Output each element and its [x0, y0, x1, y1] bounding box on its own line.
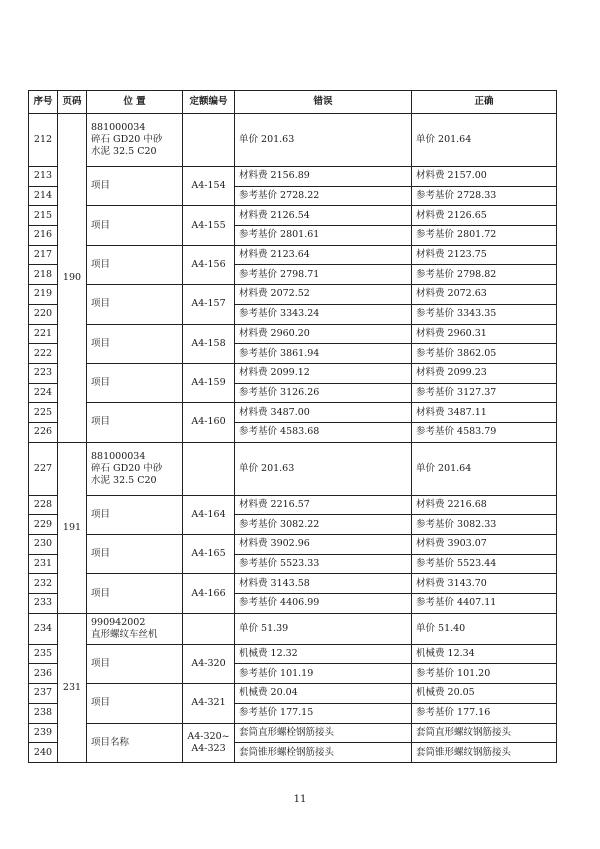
wrong-cell: 参考基价 2728.22	[235, 186, 412, 206]
header-page: 页码	[58, 91, 87, 114]
correct-cell: 单价 201.64	[412, 442, 557, 495]
material-line: 881000034	[91, 450, 146, 462]
correct-cell: 套筒锥形螺纹钢筋接头	[412, 743, 557, 763]
position-cell	[87, 114, 183, 167]
correct-cell: 材料费 2123.75	[412, 245, 557, 265]
material-line: 990942002	[91, 616, 146, 628]
header-position: 位 置	[87, 91, 183, 114]
material-line: 直形螺纹车丝机	[91, 628, 158, 640]
seq-cell: 215	[29, 206, 58, 226]
correct-cell: 单价 201.64	[412, 114, 557, 167]
wrong-cell: 套筒锥形螺栓钢筋接头	[235, 743, 412, 763]
correct-cell: 材料费 3903.07	[412, 535, 557, 555]
correct-cell: 机械费 12.34	[412, 644, 557, 664]
code-cell: A4-320~ A4-323	[183, 723, 235, 762]
wrong-cell: 材料费 3902.96	[235, 535, 412, 555]
errata-table	[28, 90, 557, 763]
seq-cell: 234	[29, 613, 58, 644]
code-cell: A4-321	[183, 684, 235, 723]
seq-cell: 216	[29, 226, 58, 246]
page-cell: 231	[58, 613, 87, 762]
wrong-cell: 参考基价 177.15	[235, 703, 412, 723]
wrong-cell: 单价 201.63	[235, 442, 412, 495]
wrong-cell: 参考基价 3861.94	[235, 344, 412, 364]
correct-cell: 材料费 3143.70	[412, 574, 557, 594]
code-cell: A4-164	[183, 495, 235, 534]
table-row	[29, 285, 557, 305]
wrong-cell: 材料费 3487.00	[235, 403, 412, 423]
correct-cell: 参考基价 3862.05	[412, 344, 557, 364]
code-cell: A4-320	[183, 644, 235, 683]
code-cell: A4-157	[183, 285, 235, 324]
table-row	[29, 167, 557, 187]
seq-cell: 217	[29, 245, 58, 265]
correct-cell: 参考基价 2798.82	[412, 265, 557, 285]
wrong-cell: 材料费 3143.58	[235, 574, 412, 594]
correct-cell: 参考基价 4583.79	[412, 422, 557, 442]
wrong-cell: 材料费 2123.64	[235, 245, 412, 265]
correct-cell: 参考基价 5523.44	[412, 554, 557, 574]
wrong-cell: 机械费 20.04	[235, 684, 412, 704]
table-row	[29, 495, 557, 515]
position-cell: 项目	[87, 206, 183, 245]
seq-cell: 225	[29, 403, 58, 423]
wrong-cell: 材料费 2960.20	[235, 324, 412, 344]
page-cell: 190	[58, 114, 87, 443]
correct-cell: 材料费 2099.23	[412, 363, 557, 383]
wrong-cell: 单价 201.63	[235, 114, 412, 167]
seq-cell: 233	[29, 594, 58, 614]
wrong-cell: 参考基价 2798.71	[235, 265, 412, 285]
header-code: 定额编号	[183, 91, 235, 114]
position-cell: 项目	[87, 495, 183, 534]
position-cell: 项目	[87, 363, 183, 402]
wrong-cell: 材料费 2126.54	[235, 206, 412, 226]
material-line: 881000034	[91, 122, 146, 133]
seq-cell: 237	[29, 684, 58, 704]
code-cell: A4-156	[183, 245, 235, 284]
correct-cell: 材料费 2157.00	[412, 167, 557, 187]
code-cell	[183, 114, 235, 167]
position-cell: 项目	[87, 285, 183, 324]
wrong-cell: 参考基价 101.19	[235, 664, 412, 684]
position-cell	[87, 613, 183, 644]
seq-cell: 220	[29, 304, 58, 324]
position-cell: 项目	[87, 574, 183, 613]
correct-cell: 机械费 20.05	[412, 684, 557, 704]
wrong-cell: 单价 51.39	[235, 613, 412, 644]
wrong-cell: 材料费 2099.12	[235, 363, 412, 383]
wrong-cell: 参考基价 4406.99	[235, 594, 412, 614]
table-row	[29, 574, 557, 594]
wrong-cell: 参考基价 2801.61	[235, 226, 412, 246]
position-cell: 项目名称	[87, 723, 183, 762]
wrong-cell: 参考基价 4583.68	[235, 422, 412, 442]
code-cell: A4-166	[183, 574, 235, 613]
wrong-cell: 材料费 2156.89	[235, 167, 412, 187]
seq-cell: 212	[29, 114, 58, 167]
material-line: 碎石 GD20 中砂	[91, 462, 163, 474]
page-number: 11	[293, 794, 307, 805]
code-cell: A4-155	[183, 206, 235, 245]
correct-cell: 材料费 3487.11	[412, 403, 557, 423]
seq-cell: 218	[29, 265, 58, 285]
wrong-cell: 参考基价 5523.33	[235, 554, 412, 574]
seq-cell: 227	[29, 442, 58, 495]
seq-cell: 240	[29, 743, 58, 763]
wrong-cell: 材料费 2072.52	[235, 285, 412, 305]
correct-cell: 材料费 2072.63	[412, 285, 557, 305]
correct-cell: 套筒直形螺纹钢筋接头	[412, 723, 557, 743]
position-cell: 项目	[87, 535, 183, 574]
position-cell: 项目	[87, 684, 183, 723]
correct-cell: 参考基价 4407.11	[412, 594, 557, 614]
correct-cell: 材料费 2126.65	[412, 206, 557, 226]
table-row	[29, 324, 557, 344]
wrong-cell: 套筒直形螺栓钢筋接头	[235, 723, 412, 743]
code-cell: A4-158	[183, 324, 235, 363]
table-row	[29, 206, 557, 226]
correct-cell: 参考基价 3343.35	[412, 304, 557, 324]
table-row	[29, 363, 557, 383]
wrong-cell: 参考基价 3343.24	[235, 304, 412, 324]
material-line: 水泥 32.5 C20	[91, 474, 157, 486]
correct-cell: 材料费 2216.68	[412, 495, 557, 515]
table-row	[29, 442, 557, 495]
page-cell: 191	[58, 442, 87, 613]
position-cell: 项目	[87, 245, 183, 284]
table-row	[29, 245, 557, 265]
seq-cell: 230	[29, 535, 58, 555]
position-cell: 项目	[87, 167, 183, 206]
table-row	[29, 723, 557, 743]
wrong-cell: 材料费 2216.57	[235, 495, 412, 515]
correct-cell: 单价 51.40	[412, 613, 557, 644]
position-cell: 项目	[87, 644, 183, 683]
seq-cell: 214	[29, 186, 58, 206]
seq-cell: 219	[29, 285, 58, 305]
code-cell	[183, 442, 235, 495]
table-row	[29, 535, 557, 555]
seq-cell: 226	[29, 422, 58, 442]
code-cell: A4-159	[183, 363, 235, 402]
seq-cell: 232	[29, 574, 58, 594]
table-row	[29, 644, 557, 664]
seq-cell: 235	[29, 644, 58, 664]
code-cell: A4-154	[183, 167, 235, 206]
correct-cell: 材料费 2960.31	[412, 324, 557, 344]
header-row	[29, 91, 557, 114]
position-cell: 项目	[87, 324, 183, 363]
code-cell: A4-165	[183, 535, 235, 574]
table-row	[29, 403, 557, 423]
wrong-cell: 参考基价 3082.22	[235, 515, 412, 535]
table-row	[29, 114, 557, 167]
code-cell	[183, 613, 235, 644]
seq-cell: 224	[29, 383, 58, 403]
material-line: 水泥 32.5 C20	[91, 146, 157, 157]
seq-cell: 229	[29, 515, 58, 535]
header-seq: 序号	[29, 91, 58, 114]
seq-cell: 228	[29, 495, 58, 515]
errata-body	[29, 114, 557, 763]
table-row	[29, 613, 557, 644]
correct-cell: 参考基价 2801.72	[412, 226, 557, 246]
seq-cell: 238	[29, 703, 58, 723]
position-cell	[87, 442, 183, 495]
code-cell: A4-160	[183, 403, 235, 442]
correct-cell: 参考基价 177.16	[412, 703, 557, 723]
correct-cell: 参考基价 3127.37	[412, 383, 557, 403]
correct-cell: 参考基价 101.20	[412, 664, 557, 684]
seq-cell: 236	[29, 664, 58, 684]
seq-cell: 231	[29, 554, 58, 574]
table-row	[29, 684, 557, 704]
position-cell: 项目	[87, 403, 183, 442]
wrong-cell: 机械费 12.32	[235, 644, 412, 664]
header-correct: 正确	[412, 91, 557, 114]
correct-cell: 参考基价 3082.33	[412, 515, 557, 535]
material-line: 碎石 GD20 中砂	[91, 134, 163, 145]
seq-cell: 223	[29, 363, 58, 383]
seq-cell: 213	[29, 167, 58, 187]
header-wrong: 错误	[235, 91, 412, 114]
wrong-cell: 参考基价 3126.26	[235, 383, 412, 403]
seq-cell: 222	[29, 344, 58, 364]
seq-cell: 239	[29, 723, 58, 743]
seq-cell: 221	[29, 324, 58, 344]
correct-cell: 参考基价 2728.33	[412, 186, 557, 206]
